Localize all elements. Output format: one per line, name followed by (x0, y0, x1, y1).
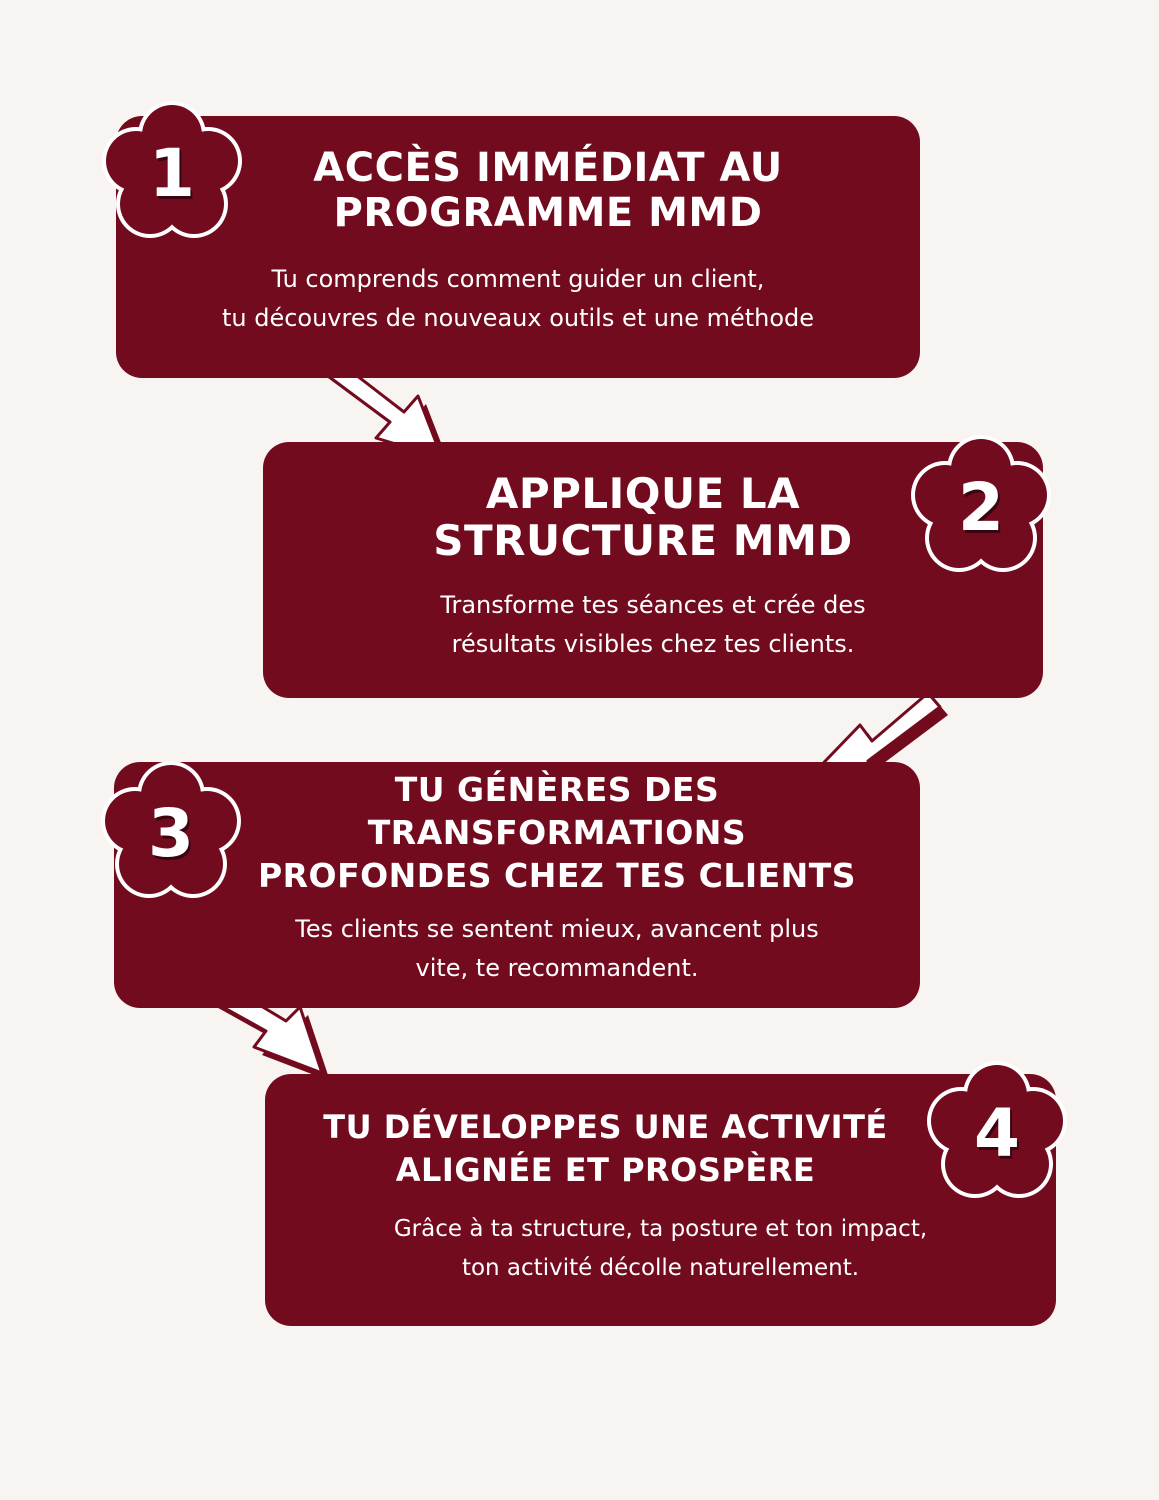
step-4-description: Grâce à ta structure, ta posture et ton impact, ton activité décolle naturellement. (393, 1216, 928, 1281)
step-2-title: APPLIQUE LA STRUCTURE MMD (433, 469, 853, 566)
flower-badge-icon-1 (97, 98, 247, 248)
step-2-description: Transforme tes séances et crée des résultats visibles chez tes clients. (440, 591, 866, 658)
step-1-number: 1 (149, 134, 195, 212)
step-2-number: 2 (958, 468, 1004, 546)
flower-badge-icon-2 (906, 432, 1056, 582)
flower-badge-icon-4 (922, 1058, 1072, 1208)
step-1-description: Tu comprends comment guider un client, tu découvres de nouveaux outils et une méthode (221, 265, 815, 332)
flower-badge-icon-3 (96, 758, 246, 908)
step-1-title: ACCÈS IMMÉDIAT AU PROGRAMME MMD (313, 145, 783, 236)
step-4-title: TU DÉVELOPPES UNE ACTIVITÉ ALIGNÉE ET PROSPÈRE (323, 1108, 888, 1189)
step-3-title: TU GÉNÈRES DES TRANSFORMATIONS PROFONDES CHEZ TES CLIENTS (257, 770, 857, 895)
step-3-number: 3 (148, 794, 194, 872)
step-4-number: 4 (974, 1094, 1020, 1172)
step-3-description: Tes clients se sentent mieux, avancent plus vite, te recommandent. (295, 915, 819, 982)
